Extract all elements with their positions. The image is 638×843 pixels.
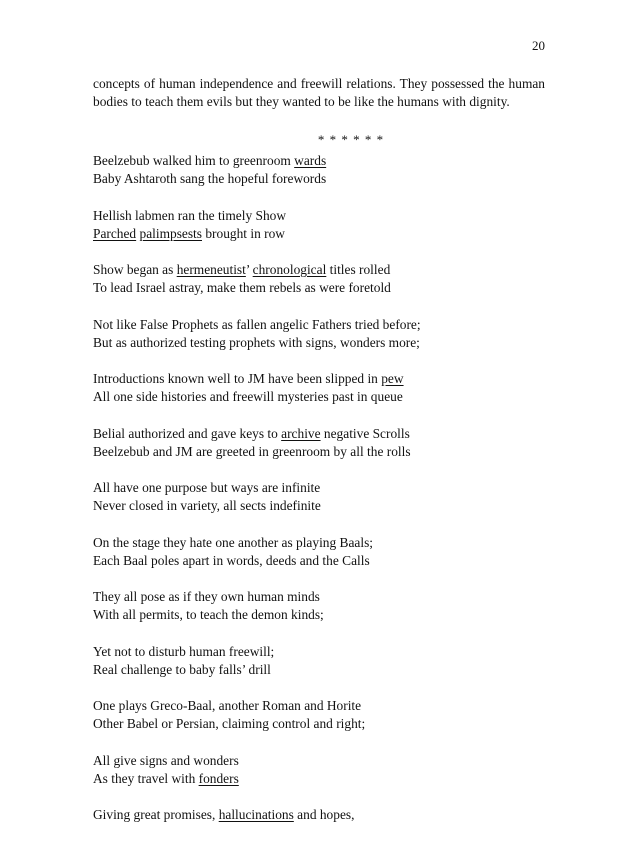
poem-line: Introductions known well to JM have been slipped in pew	[93, 371, 404, 386]
poem-line: They all pose as if they own human minds	[93, 589, 320, 604]
underlined-word: fonders	[198, 770, 239, 786]
underlined-word: hallucinations	[218, 807, 294, 822]
stanza	[93, 806, 563, 824]
poem-line: To lead Israel astray, make them rebels as were foretold	[93, 280, 391, 295]
underlined-word: pew	[381, 371, 404, 386]
stanza	[93, 643, 563, 679]
underlined-word: chronological	[252, 262, 327, 277]
poem-line: Belial authorized and gave keys to archive negative Scrolls	[93, 425, 410, 441]
poem-line: Never closed in variety, all sects indefinite	[93, 498, 321, 513]
stanza	[93, 152, 563, 188]
intro-paragraph: concepts of human independence and freewill relations. They possessed the human bodies to teach them evils but they wanted to be like the humans with dignity.	[93, 76, 545, 109]
poem-line: Yet not to disturb human freewill;	[93, 643, 275, 659]
stanza	[93, 534, 563, 570]
underlined-word: hermeneutist	[176, 262, 246, 277]
stanza	[93, 207, 563, 243]
poem-line: Show began as hermeneutist’ chronological titles rolled	[93, 262, 391, 277]
poem-line: Beelzebub walked him to greenroom wards	[93, 153, 327, 168]
poem-line: But as authorized testing prophets with signs, wonders more;	[93, 334, 420, 350]
poem-line: Beelzebub and JM are greeted in greenroom by all the rolls	[93, 443, 411, 459]
poem-line: All give signs and wonders	[93, 752, 239, 768]
stanza	[93, 697, 563, 733]
section-separator: * * * * * *	[317, 132, 385, 147]
poem-line: Parched palimpsests brought in row	[93, 225, 285, 241]
underlined-word: archive	[281, 425, 321, 441]
stanza	[93, 752, 563, 788]
poem	[93, 152, 563, 843]
underlined-word: palimpsests	[139, 225, 202, 241]
stanza	[93, 261, 563, 297]
poem-line: Each Baal poles apart in words, deeds and the Calls	[93, 552, 370, 568]
stanza	[93, 479, 563, 515]
poem-line: Other Babel or Persian, claiming control and right;	[93, 716, 366, 731]
stanza	[93, 370, 563, 406]
poem-line: One plays Greco-Baal, another Roman and Horite	[93, 698, 362, 713]
stanza	[93, 425, 563, 461]
poem-line: All one side histories and freewill mysteries past in queue	[93, 389, 403, 404]
poem-line: As they travel with fonders	[93, 770, 239, 786]
poem-line: All have one purpose but ways are infinite	[93, 480, 321, 495]
stanza	[93, 316, 563, 352]
poem-line: Not like False Prophets as fallen angelic Fathers tried before;	[93, 316, 421, 332]
poem-line: With all permits, to teach the demon kinds;	[93, 607, 324, 622]
poem-line: Giving great promises, hallucinations and hopes,	[93, 807, 355, 822]
underlined-word: wards	[294, 153, 327, 168]
poem-line: Real challenge to baby falls’ drill	[93, 661, 271, 677]
page-number: 20	[532, 38, 545, 53]
poem-line: Hellish labmen ran the timely Show	[93, 207, 287, 223]
underlined-word: Parched	[93, 225, 137, 241]
poem-line: On the stage they hate one another as playing Baals;	[93, 534, 374, 550]
stanza	[93, 588, 563, 624]
poem-line: Baby Ashtaroth sang the hopeful forewords	[93, 171, 327, 186]
